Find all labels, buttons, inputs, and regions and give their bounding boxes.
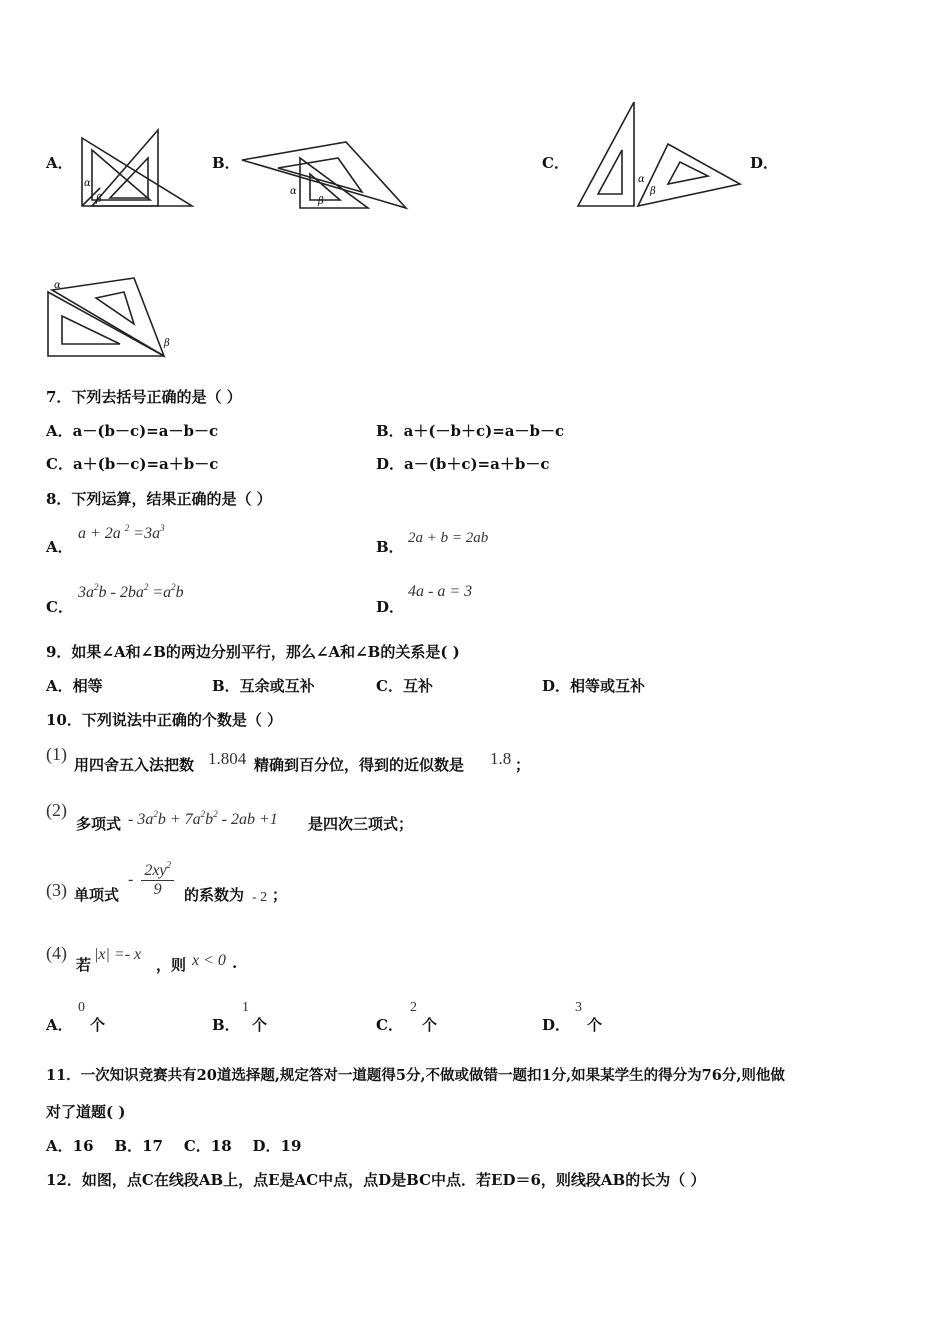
q9-stem: 9．如果∠A和∠B的两边分别平行，那么∠A和∠B的关系是( ) xyxy=(46,643,460,661)
q10-s2-polynomial: - $3a^2b + 7a^2b^2 - 2ab +1$ xyxy=(128,809,278,828)
q10-option-c-unit: 个 xyxy=(422,1016,438,1034)
q10-option-b-label[interactable]: B． xyxy=(212,1016,240,1034)
figure-option-a xyxy=(70,120,200,215)
figure-option-c xyxy=(572,98,747,213)
q8-option-c-expr: $3a^2b - 2ba^2 =a^2b$ xyxy=(78,582,184,601)
q8-option-a-label[interactable]: A． xyxy=(46,538,73,556)
figure-option-d xyxy=(40,272,180,364)
beta-label: β xyxy=(650,186,656,197)
q11-stem-line2: 对了道题( ) xyxy=(46,1103,126,1121)
q11-options[interactable]: A．16 B．17 C．18 D．19 xyxy=(46,1137,302,1155)
figure-option-b xyxy=(238,130,413,215)
q10-s3-end: ； xyxy=(272,886,288,904)
q10-s1-result: 1.8 xyxy=(490,749,512,768)
q10-option-d-unit: 个 xyxy=(587,1016,603,1034)
q10-option-b-value: 1 xyxy=(242,1000,249,1015)
q10-s3-text-a: 单项式 xyxy=(74,886,120,904)
alpha-label: α xyxy=(54,280,61,291)
alpha-label: α xyxy=(290,186,297,197)
q10-s4-number: (4) xyxy=(46,943,67,963)
q7-option-b[interactable]: B．a＋(－b＋c)=a－b－c xyxy=(376,422,565,440)
q10-s1-end: ； xyxy=(515,756,531,774)
q8-stem: 8．下列运算，结果正确的是（ ） xyxy=(46,490,272,508)
q10-s1-value: 1.804 xyxy=(208,749,247,768)
fig-option-c-label[interactable]: C． xyxy=(542,154,569,172)
q10-s1-text-a: 用四舍五入法把数 xyxy=(74,756,195,774)
q10-stem: 10．下列说法中正确的个数是（ ） xyxy=(46,711,283,729)
q10-option-d-label[interactable]: D． xyxy=(542,1016,571,1034)
q7-option-c[interactable]: C．a＋(b－c)=a＋b－c xyxy=(46,455,219,473)
set-square-tilted-hole xyxy=(668,162,708,184)
q8-option-b-label[interactable]: B． xyxy=(376,538,404,556)
q10-option-a-unit: 个 xyxy=(90,1016,106,1034)
alpha-label: α xyxy=(84,178,91,189)
q8-option-d-label[interactable]: D． xyxy=(376,598,405,616)
q8-option-d-expr: 4a - a = 3 xyxy=(408,583,473,600)
q9-option-a[interactable]: A．相等 xyxy=(46,677,103,695)
q9-option-d[interactable]: D．相等或互补 xyxy=(542,677,646,695)
q11-stem-line1: 11．一次知识竞赛共有20道选择题,规定答对一道题得5分,不做或做错一题扣1分,如果某学生的得分为76分,则他做 xyxy=(46,1067,785,1084)
q8-option-c-label[interactable]: C． xyxy=(46,598,73,616)
q7-option-d[interactable]: D．a－(b＋c)=a＋b－c xyxy=(376,455,550,473)
q10-option-a-label[interactable]: A． xyxy=(46,1016,73,1034)
q10-s2-text-a: 多项式 xyxy=(76,815,122,833)
beta-label: β xyxy=(96,194,102,205)
q10-s3-number: (3) xyxy=(46,880,67,900)
fig-option-d-label[interactable]: D． xyxy=(750,154,779,172)
fig-option-a-label[interactable]: A． xyxy=(46,154,73,172)
set-square-tall-hole xyxy=(598,150,622,194)
q10-s1-text-b: 精确到百分位，得到的近似数是 xyxy=(254,756,465,774)
beta-label: β xyxy=(164,338,170,349)
q10-s4-text-b: ，则 xyxy=(156,956,187,974)
q7-stem: 7．下列去括号正确的是（ ） xyxy=(46,388,242,406)
q8-option-a-expr: a + 2a $^2 =3a^3$ xyxy=(78,523,165,542)
q10-option-b-unit: 个 xyxy=(252,1016,268,1034)
q8-option-b-expr: 2a + b = 2ab xyxy=(408,530,489,546)
q10-s3-value: - 2 xyxy=(252,890,268,905)
q10-option-a-value: 0 xyxy=(78,1000,85,1015)
q9-option-c[interactable]: C．互补 xyxy=(376,677,433,695)
q10-option-c-label[interactable]: C． xyxy=(376,1016,403,1034)
q10-option-c-value: 2 xyxy=(410,1000,417,1015)
q10-s3-monomial: - $\frac{2xy^2}{9}$ xyxy=(128,860,178,899)
q10-option-d-value: 3 xyxy=(575,1000,582,1015)
q10-s2-number: (2) xyxy=(46,800,67,820)
q10-s4-condition: |x| =- x xyxy=(94,946,142,963)
q9-option-b[interactable]: B．互余或互补 xyxy=(212,677,315,695)
q10-s3-text-b: 的系数为 xyxy=(184,886,245,904)
q10-s2-text-b: 是四次三项式； xyxy=(308,815,414,833)
q10-s1-number: (1) xyxy=(46,744,67,764)
set-square-tall xyxy=(578,102,634,206)
q7-option-a[interactable]: A．a－(b－c)=a－b－c xyxy=(46,422,219,440)
q10-s4-conclusion: x < 0 xyxy=(192,952,226,969)
q10-s4-end: . xyxy=(232,954,238,972)
alpha-label: α xyxy=(638,174,645,185)
q10-s3-denominator: 9 xyxy=(153,881,162,898)
beta-label: β xyxy=(318,196,324,207)
fig-option-b-label[interactable]: B． xyxy=(212,154,240,172)
q10-s4-text-a: 若 xyxy=(76,956,92,974)
q12-stem: 12．如图，点C在线段AB上，点E是AC中点，点D是BC中点．若ED＝6，则线段AB的长为（ ） xyxy=(46,1171,706,1189)
set-square-lower-hole xyxy=(62,316,120,344)
